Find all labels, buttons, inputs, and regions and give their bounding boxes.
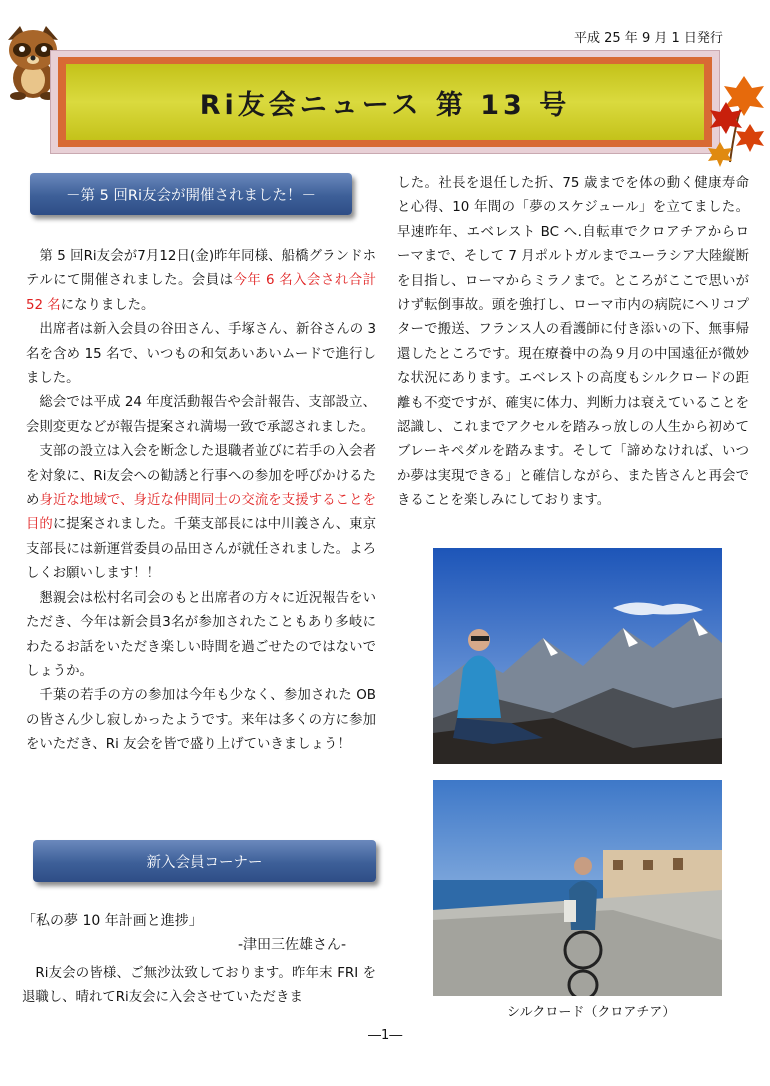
masthead: [66, 64, 704, 140]
text-run: 出席者は新入会員の谷田さん、手塚さん、新谷さんの 3 名を含め 15 名で、いつもの和気あいあいムードで進行しました。: [26, 322, 376, 387]
article-paragraph: した。社長を退任した折、75 歳までを体の動く健康寿命と心得、10 年間の「夢のスケジュール」を立てました。早速昨年、エベレスト BC へ.自転車でクロアチアからローマまで、そして 7 月ポルトガルまでユーラシア大陸縦断を目指し、ローマからミラノまで。ところがここで思いがけず転倒事故。頭を強打し、ローマ市内の病院にヘリコプターで搬送、フランス人の看護師に付き添いの下、無事帰還したところです。現在療養中の為９月の中国遠征が微妙な状況にあります。エベレストの高度もシルクロードの距離も不変ですが、確実に体力、判断力は衰えていることを認識し、これまでアクセルを踏みっ放しの人生から初めてブレーキペダルを踏みます。そして「諦めなければ、いつか夢は実現できる」と確信しながら、また皆さんと再会できることを楽しみにしております。: [397, 176, 749, 509]
new-member-article-intro: [22, 962, 376, 1011]
issue-date: 平成 25 年 9 月 1 日発行: [574, 31, 723, 46]
article-paragraph: [26, 587, 376, 685]
section-banner-new-members: 新入会員コーナー: [33, 840, 376, 882]
article-paragraph: [26, 440, 376, 586]
section-banner-meeting: －第 5 回Ri友会が開催されました！－: [30, 173, 352, 215]
article-author: -津田三佐雄さん-: [238, 937, 347, 953]
article-paragraph: [26, 391, 376, 440]
article-paragraph: [26, 318, 376, 391]
article-paragraph: [26, 245, 376, 318]
text-run: 第 5 回Ri友会が7月12日(金)昨年同様、船橋グランドホテルにて開催されました。会員は: [26, 249, 376, 289]
text-run: 支部の設立は入会を断念した退職者並びに若手の入会者を対象に、Ri友会への勧誘と行事への参加を呼びかけるため: [26, 444, 376, 509]
text-run: 懇親会は松村名司会のもと出席者の方々に近況報告をいただき、今年は新会員3名が参加されたこともあり多岐にわたるお話をいただき楽しい時間を過ごせたのではないでしょうか。: [26, 590, 376, 679]
photo-mountain-climber: [433, 548, 722, 764]
newsletter-title: Ri友会ニュース 第 13 号: [199, 89, 571, 121]
photo-caption: シルクロード（クロアチア）: [507, 1005, 676, 1020]
text-run: 千葉の若手の方の参加は今年も少なく、参加された OB の皆さん少し寂しかったようです。来年は多くの方に参加をいただき、Ri 友会を皆で盛り上げていきましょう！: [26, 688, 376, 753]
text-run: に提案されました。千葉支部長には中川義さん、東京支部長には新運営委員の品田さんが就任されました。よろしくお願いします！！: [26, 517, 377, 582]
autumn-leaves-illustration: [706, 72, 770, 172]
page-number: ―1―: [368, 1028, 403, 1043]
meeting-report-article: [26, 245, 376, 758]
highlighted-text: 身近な地域で、身近な仲間同士の交流を支援することを目的: [26, 493, 377, 533]
photo-cyclist-croatia: [433, 780, 722, 996]
highlighted-text: 今年 6 名入会され合計 52 名: [26, 273, 376, 313]
article-paragraph: Ri友会の皆様、ご無沙汰致しております。昨年末 FRI を退職し、晴れてRi友会に入会させていただきま: [22, 966, 376, 1006]
text-run: 総会では平成 24 年度活動報告や会計報告、支部設立、会則変更などが報告提案され満場一致で承認されました。: [26, 395, 376, 435]
article-heading: 「私の夢 10 年計画と進捗」: [22, 913, 203, 929]
article-paragraph: [26, 684, 376, 757]
text-run: になりました。: [60, 297, 155, 313]
new-member-article-continued: [397, 172, 749, 514]
